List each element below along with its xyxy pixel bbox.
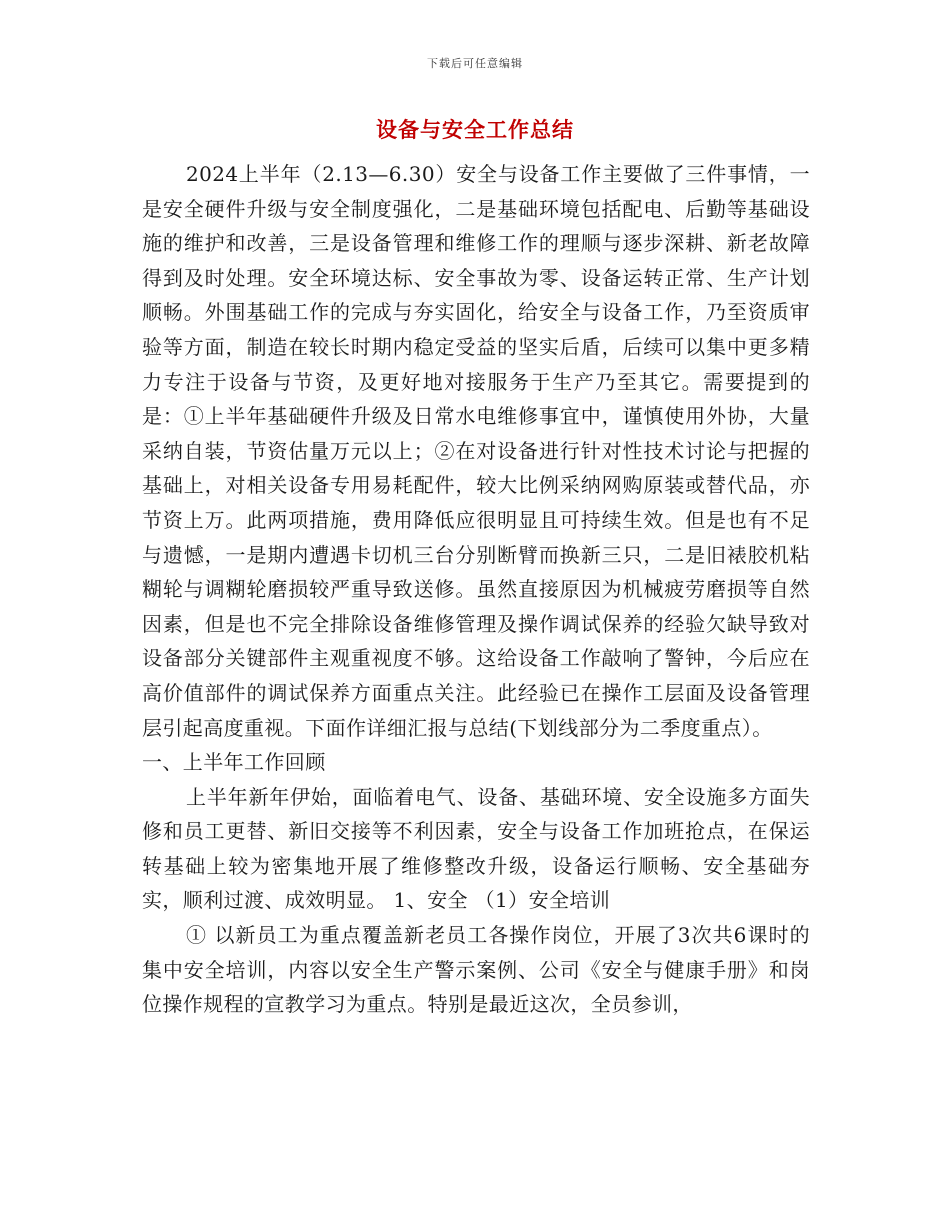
- header-note: 下载后可任意编辑: [427, 57, 523, 70]
- paragraph-review: 上半年新年伊始，面临着电气、设备、基础环境、安全设施多方面失修和员工更替、新旧交接等不利因素，安全与设备工作加班抢点，在保运转基础上较为密集地开展了维修整改升级，设备运行顺畅、安全基础夯实，顺利过渡、成效明显。 1、安全 （1）安全培训: [142, 784, 810, 913]
- paragraph-summary: 2024上半年（2.13—6.30）安全与设备工作主要做了三件事情，一是安全硬件升级与安全制度强化，二是基础环境包括配电、后勤等基础设施的维护和改善，三是设备管理和维修工作的理顺与逐步深耕、新老故障得到及时处理。安全环境达标、安全事故为零、设备运转正常、生产计划顺畅。外围基础工作的完成与夯实固化，给安全与设备工作，乃至资质审验等方面，制造在较长时期内稳定受益的坚实后盾，后续可以集中更多精力专注于设备与节资，及更好地对接服务于生产乃至其它。需要提到的是：①上半年基础硬件升级及日常水电维修事宜中，谨慎使用外协，大量采纳自装，节资估量万元以上；②在对设备进行针对性技术讨论与把握的基础上，对相关设备专用易耗配件，较大比例采纳网购原装或替代品，亦节资上万。此两项措施，费用降低应很明显且可持续生效。但是也有不足与遗憾，一是期内遭遇卡切机三台分别断臂而换新三只，二是旧裱胶机粘糊轮与调糊轮磨损较严重导致送修。虽然直接原因为机械疲劳磨损等自然因素，但是也不完全排除设备维修管理及操作调试保养的经验欠缺导致对设备部分关键部件主观重视度不够。这给设备工作敲响了警钟，今后应在高价值部件的调试保养方面重点关注。此经验已在操作工层面及设备管理层引起高度重视。下面作详细汇报与总结(下划线部分为二季度重点）。: [142, 162, 810, 740]
- paragraph-training: ① 以新员工为重点覆盖新老员工各操作岗位，开展了3次共6课时的集中安全培训，内容以安全生产警示案例、公司《安全与健康手册》和岗位操作规程的宣教学习为重点。特别是最近这次，全员参训，: [142, 923, 810, 1017]
- section-heading-review: 一、上半年工作回顾: [142, 750, 326, 775]
- document-body: [142, 157, 810, 1022]
- page-title: 设备与安全工作总结: [376, 117, 574, 142]
